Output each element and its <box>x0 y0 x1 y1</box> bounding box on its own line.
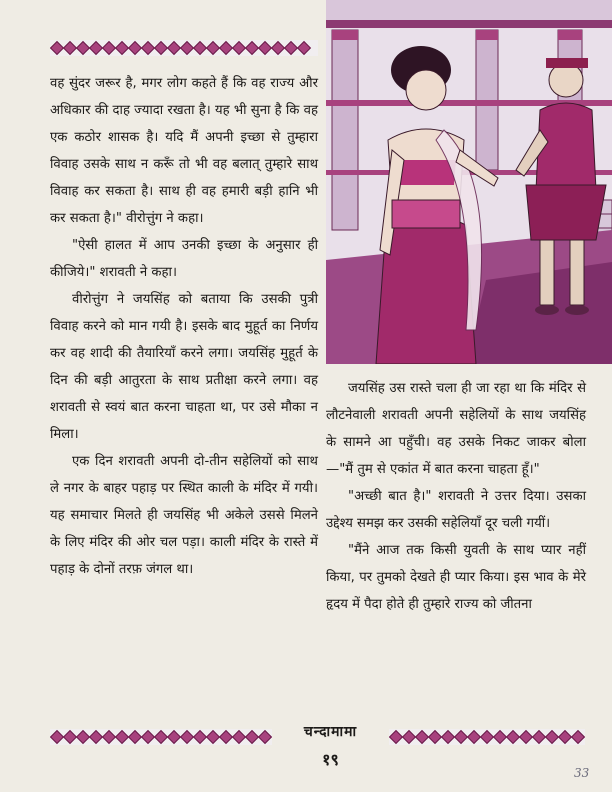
ornament-diamond-icon <box>167 731 180 744</box>
ornament-diamond-icon <box>467 731 480 744</box>
ornament-diamond-icon <box>206 731 219 744</box>
paragraph: "मैंने आज तक किसी युवती के साथ प्यार नहीं किया, पर तुमको देखते ही प्यार किया। इस भाव के मेरे हृदय में पैदा होते ही तुम्हारे राज्य को जीतना <box>326 543 586 612</box>
decorative-border-footer-right <box>389 729 585 745</box>
ornament-diamond-icon <box>193 42 206 55</box>
ornament-diamond-icon <box>154 42 167 55</box>
ornament-diamond-icon <box>89 42 102 55</box>
ornament-diamond-icon <box>76 42 89 55</box>
ornament-diamond-icon <box>141 731 154 744</box>
page-number: १९ <box>322 750 339 769</box>
ornament-diamond-icon <box>245 731 258 744</box>
ornament-diamond-icon <box>258 731 271 744</box>
paragraph: जयसिंह उस रास्ते चला ही जा रहा था कि मंदिर से लौटनेवाली शरावती अपनी सहेलियों के साथ जयसिंह के सामने आ पहुँची। वह उसके निकट जाकर बोला—"मैं तुम से एकांत में बात करना चाहता हूँ।" <box>326 381 586 477</box>
ornament-diamond-icon <box>271 42 284 55</box>
ornament-diamond-icon <box>141 42 154 55</box>
paragraph: "अच्छी बात है।" शरावती ने उत्तर दिया। उसका उद्देश्य समझ कर उसकी सहेलियाँ दूर चली गयीं। <box>326 489 586 531</box>
paragraph: वह सुंदर जरूर है, मगर लोग कहते हैं कि वह राज्य और अधिकार की दाह ज्यादा रखता है। यह भी सुना है कि वह एक कठोर शासक है। यदि मैं अपनी इच्छा से तुम्हारा विवाह उसके साथ न करूँ तो भी वह बलात् तुम्हारे साथ विवाह कर सकता है। साथ ही वह हमारी बड़ी हानि भी कर सकता है।" वीरोत्तुंग ने कहा। <box>50 76 318 226</box>
handwritten-page-mark: 33 <box>574 766 590 780</box>
ornament-diamond-icon <box>519 731 532 744</box>
magazine-title: चन्दामामा <box>303 724 358 740</box>
ornament-diamond-icon <box>219 42 232 55</box>
ornament-diamond-icon <box>428 731 441 744</box>
ornament-diamond-icon <box>50 731 63 744</box>
ornament-diamond-icon <box>102 731 115 744</box>
ornament-diamond-icon <box>154 731 167 744</box>
ornament-diamond-icon <box>102 42 115 55</box>
ornament-diamond-icon <box>284 42 297 55</box>
ornament-diamond-icon <box>180 731 193 744</box>
paragraph: एक दिन शरावती अपनी दो-तीन सहेलियों को साथ ले नगर के बाहर पहाड़ पर स्थित काली के मंदिर में गयी। यह समाचार मिलते ही जयसिंह भी अकेले उससे मिलने के लिए मंदिर की ओर चल पड़ा। काली मंदिर के रास्ते में पहाड़ के दोनों तरफ़ जंगल था। <box>50 454 318 577</box>
ornament-diamond-icon <box>128 731 141 744</box>
ornament-diamond-icon <box>415 731 428 744</box>
ornament-diamond-icon <box>245 42 258 55</box>
ornament-diamond-icon <box>545 731 558 744</box>
ornament-diamond-icon <box>50 42 63 55</box>
ornament-diamond-icon <box>454 731 467 744</box>
ornament-diamond-icon <box>506 731 519 744</box>
ornament-diamond-icon <box>115 731 128 744</box>
ornament-diamond-icon <box>402 731 415 744</box>
right-text-column <box>326 375 586 618</box>
ornament-diamond-icon <box>532 731 545 744</box>
ornament-diamond-icon <box>206 42 219 55</box>
paragraph: वीरोत्तुंग ने जयसिंह को बताया कि उसकी पुत्री विवाह करने को मान गयी है। इसके बाद मुहूर्त का निर्णय कर वह शादी की तैयारियाँ करने लगा। जयसिंह मुहूर्त के दिन की बड़ी आतुरता के साथ प्रतीक्षा करने लगा। वह शरावती से स्वयं बात करना चाहता था, पर उसे मौका न मिला। <box>50 292 318 442</box>
ornament-diamond-icon <box>63 42 76 55</box>
ornament-diamond-icon <box>115 42 128 55</box>
ornament-diamond-icon <box>571 731 584 744</box>
ornament-diamond-icon <box>258 42 271 55</box>
ornament-diamond-icon <box>232 731 245 744</box>
ornament-diamond-icon <box>493 731 506 744</box>
paragraph: "ऐसी हालत में आप उनकी इच्छा के अनुसार ही कीजिये।" शरावती ने कहा। <box>50 238 318 280</box>
ornament-diamond-icon <box>128 42 141 55</box>
ornament-diamond-icon <box>441 731 454 744</box>
ornament-diamond-icon <box>76 731 89 744</box>
ornament-diamond-icon <box>89 731 102 744</box>
ornament-diamond-icon <box>480 731 493 744</box>
ornament-diamond-icon <box>180 42 193 55</box>
ornament-diamond-icon <box>167 42 180 55</box>
decorative-border-top <box>50 40 318 56</box>
ornament-diamond-icon <box>389 731 402 744</box>
ornament-diamond-icon <box>219 731 232 744</box>
ornament-diamond-icon <box>63 731 76 744</box>
left-text-column <box>50 70 318 583</box>
ornament-diamond-icon <box>232 42 245 55</box>
ornament-diamond-icon <box>193 731 206 744</box>
ornament-diamond-icon <box>558 731 571 744</box>
decorative-border-footer-left <box>50 729 272 745</box>
story-illustration <box>326 0 612 364</box>
ornament-diamond-icon <box>297 42 310 55</box>
